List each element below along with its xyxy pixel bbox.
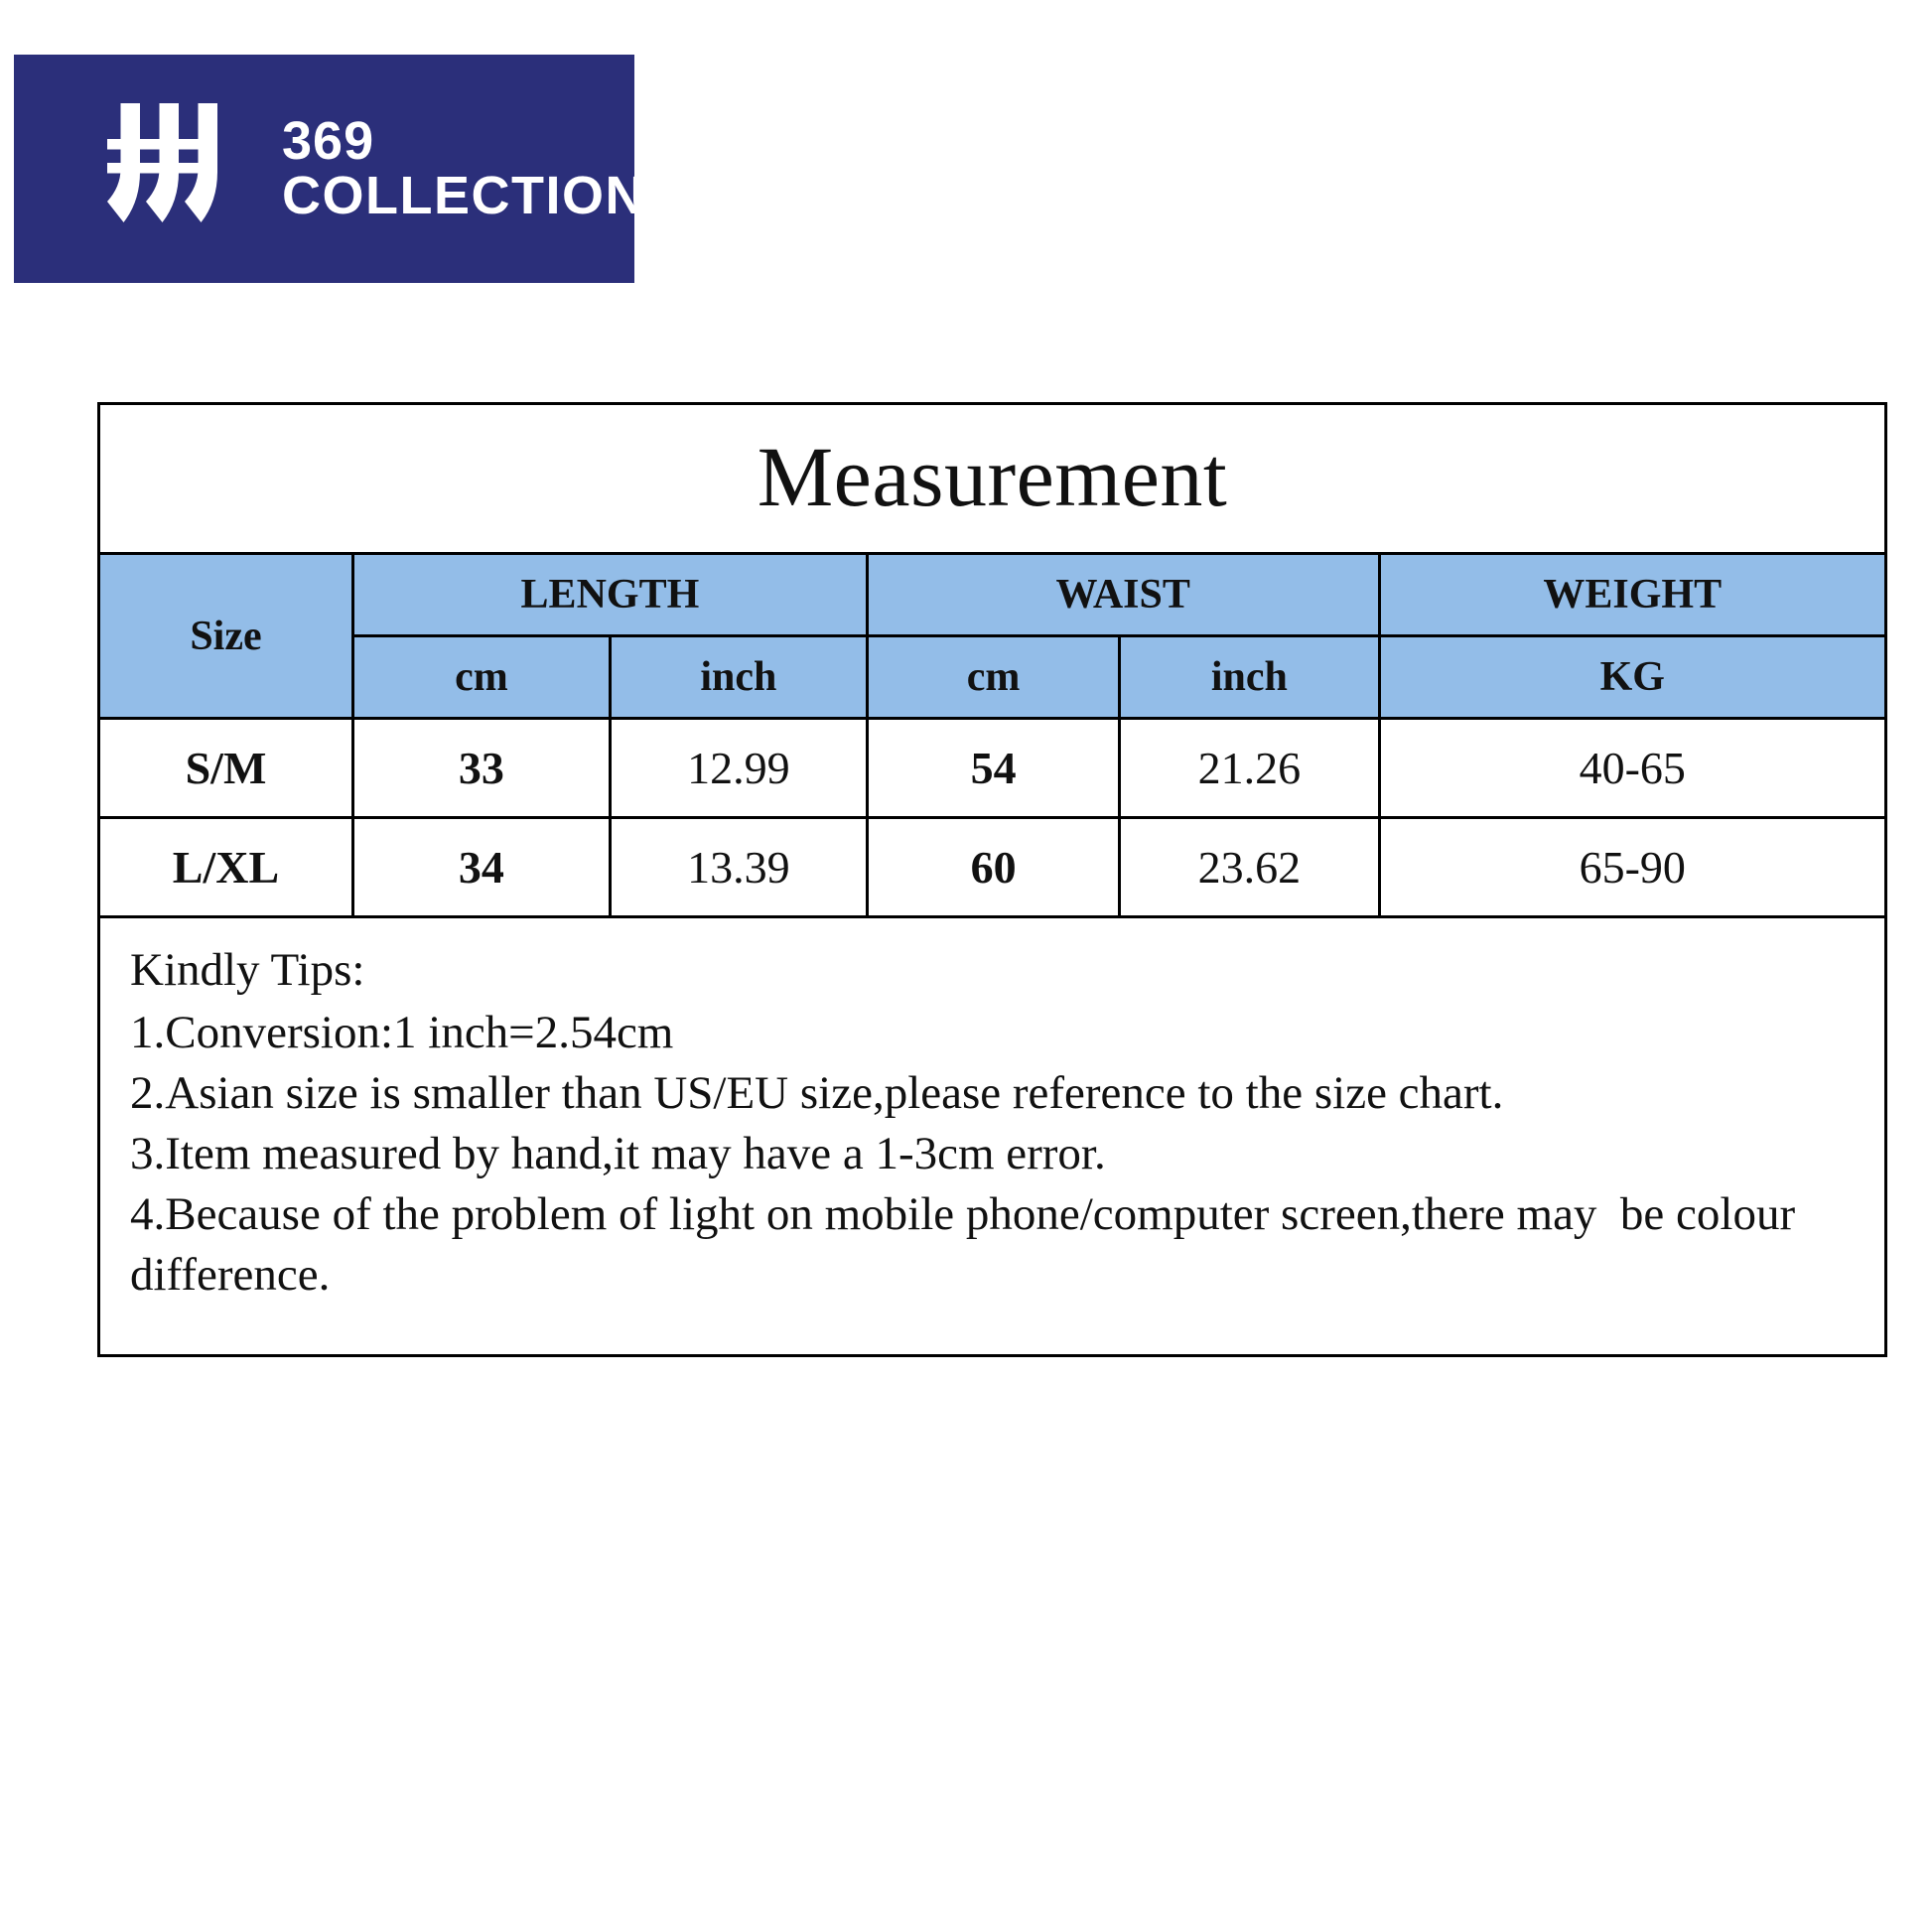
brand-name [282,110,683,225]
table-header-row-units [100,636,1884,719]
size-chart-table [100,552,1884,918]
brand-banner [14,55,683,283]
cell-length-inch: 12.99 [610,719,867,818]
tips-title: Kindly Tips: [130,944,365,996]
tip-line-3: 3.Item measured by hand,it may have a 1-3cm error. [130,1128,1106,1180]
cell-weight-kg: 65-90 [1379,818,1884,917]
cell-waist-inch: 23.62 [1120,818,1379,917]
measurement-card [97,402,1887,1357]
cell-waist-cm: 54 [867,719,1119,818]
kindly-tips [100,918,1884,1354]
cell-waist-cm: 60 [867,818,1119,917]
table-row [100,818,1884,917]
page-title: Measurement [757,429,1228,524]
tip-line-2: 2.Asian size is smaller than US/EU size,please reference to the size chart. [130,1067,1504,1120]
brand-name-line2: COLLECTIONS [282,166,683,225]
cell-waist-inch: 21.26 [1120,719,1379,818]
cell-size: L/XL [100,818,352,917]
brand-name-line1: 369 [282,110,375,171]
table-row [100,719,1884,818]
tip-line-1: 1.Conversion:1 inch=2.54cm [130,1007,674,1059]
cell-length-cm: 34 [352,818,610,917]
cell-length-inch: 13.39 [610,818,867,917]
header-weight-kg: KG [1379,636,1884,719]
369-shield-logo-icon [95,94,244,243]
cell-size: S/M [100,719,352,818]
tip-line-4: 4.Because of the problem of light on mobile phone/computer screen,there may be colour difference. [130,1188,1807,1302]
header-waist-cm: cm [867,636,1119,719]
header-length-cm: cm [352,636,610,719]
table-header-row-groups [100,554,1884,636]
header-waist-inch: inch [1120,636,1379,719]
header-length-inch: inch [610,636,867,719]
header-weight: WEIGHT [1379,554,1884,636]
header-size: Size [100,554,352,719]
cell-weight-kg: 40-65 [1379,719,1884,818]
header-length: LENGTH [352,554,867,636]
header-waist: WAIST [867,554,1379,636]
cell-length-cm: 33 [352,719,610,818]
